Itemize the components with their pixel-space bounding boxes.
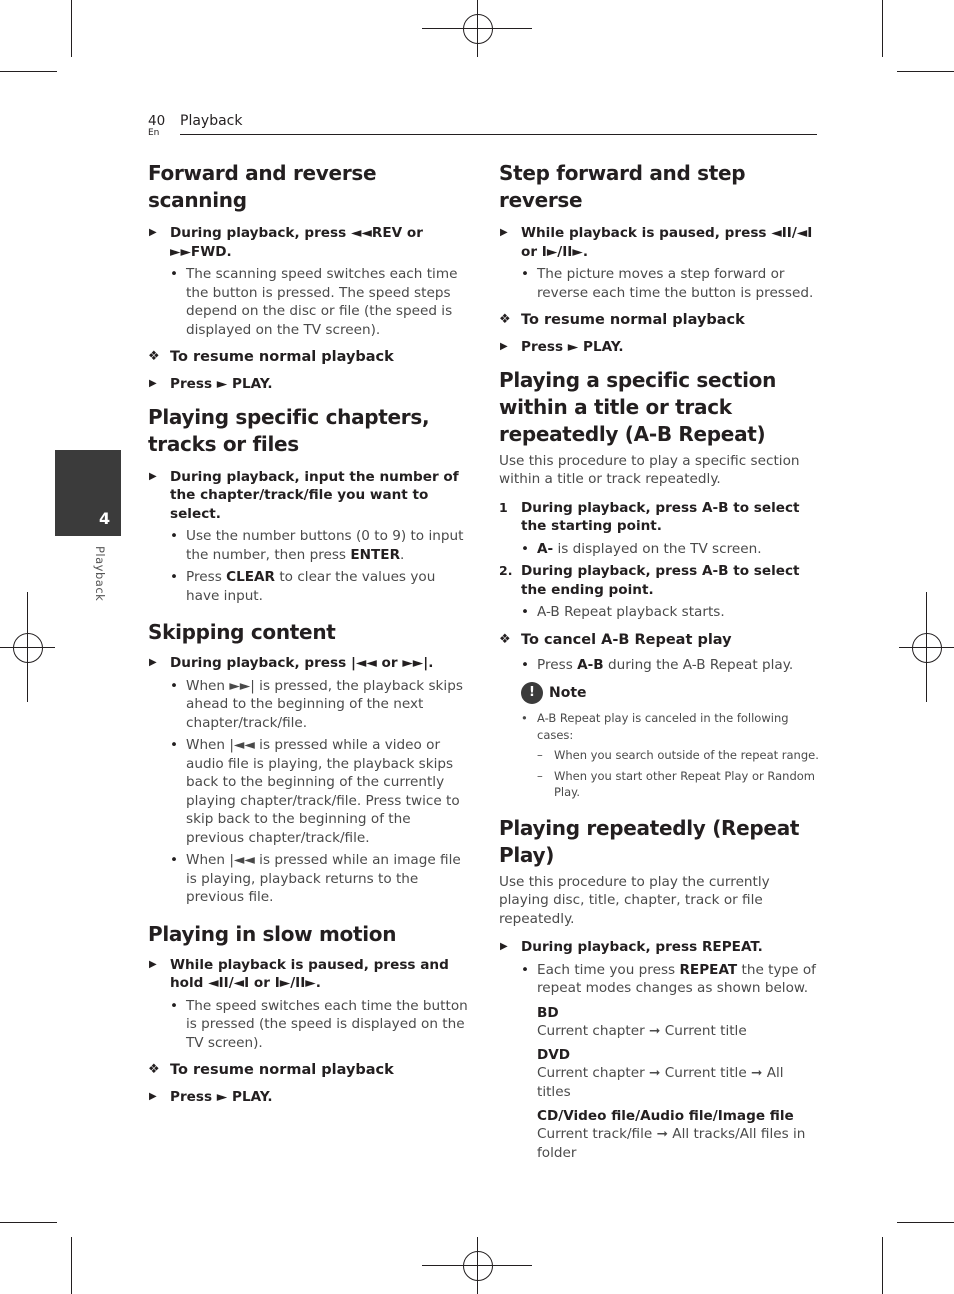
- step-text: During playback, press REPEAT.: [521, 939, 763, 955]
- heading-step-forward-reverse: Step forward and step reverse: [499, 161, 746, 212]
- bullet-icon: •: [521, 656, 530, 673]
- step-marker-icon: ▶: [500, 227, 508, 238]
- heading-playing-in-slow-motion: Playing in slow motion: [148, 921, 397, 946]
- step-item: [499, 938, 819, 957]
- bullet-text: When |◄◄ is pressed while a video or audio file is playing, the playback skips back to the beginning of the currently playing chapter/track/file. Press twice to skip back to the beginning of the previous chapter/track/file.: [186, 737, 460, 846]
- bullet-item: [499, 961, 819, 998]
- resume-marker-icon: ❖: [499, 631, 511, 647]
- step-marker-icon: ▶: [149, 378, 157, 389]
- numbered-step: [499, 562, 819, 599]
- note-text: A-B Repeat play is canceled in the following cases:: [537, 711, 789, 742]
- bullet-icon: •: [521, 961, 530, 978]
- step-marker-icon: ▶: [500, 941, 508, 952]
- repeat-mode-name: CD/Video file/Audio file/Image file: [537, 1108, 794, 1124]
- bullet-icon: •: [521, 604, 530, 620]
- bullet-icon: •: [170, 852, 179, 868]
- registration-circle: [463, 14, 493, 44]
- key-label: REPEAT: [679, 961, 738, 978]
- chapter-tab-label: Playback: [93, 546, 107, 602]
- crop-mark: [897, 1222, 954, 1223]
- dash-icon: –: [537, 768, 543, 783]
- step-item: [499, 338, 819, 357]
- step-text: During playback, press ◄◄REV or ►►FWD.: [170, 225, 423, 260]
- note-title-text: Note: [549, 685, 587, 701]
- bullet-text: during the A-B Repeat play.: [603, 656, 794, 673]
- right-column: [499, 160, 819, 1162]
- step-item: [148, 375, 468, 394]
- resume-text: To resume normal playback: [170, 349, 394, 365]
- key-label: A-: [537, 540, 554, 557]
- step-text: During playback, press A-B to select the ending point.: [521, 563, 800, 598]
- resume-subheading: [148, 347, 468, 367]
- numbered-step: [499, 499, 819, 536]
- cancel-text: To cancel A-B Repeat play: [521, 631, 732, 648]
- bullet-text: Each time you press: [537, 961, 680, 978]
- bullet-item: [499, 540, 819, 559]
- step-marker-icon: ▶: [149, 958, 157, 970]
- step-text: During playback, press |◄◄ or ►►|.: [170, 655, 434, 671]
- bullet-item: [148, 568, 468, 605]
- repeat-mode-name: BD: [537, 1004, 559, 1021]
- key-label: A-B: [577, 656, 604, 673]
- crop-mark: [71, 1237, 72, 1294]
- bullet-text: When |◄◄ is pressed while an image file is playing, playback returns to the previous file.: [186, 852, 461, 905]
- resume-text: To resume normal playback: [521, 312, 745, 328]
- step-text: While playback is paused, press ◄II/◄I or I►/II►.: [521, 225, 813, 260]
- registration-circle: [13, 633, 43, 663]
- intro-text: Use this procedure to play the currently playing disc, title, chapter, track or file repeatedly.: [499, 873, 770, 927]
- note-bullet: [499, 710, 819, 743]
- resume-marker-icon: ❖: [148, 1062, 160, 1077]
- step-marker-icon: ▶: [149, 227, 157, 238]
- key-label: ENTER: [350, 546, 401, 563]
- note-text: When you search outside of the repeat range.: [554, 748, 819, 762]
- bullet-item: [148, 736, 468, 847]
- bullet-text: the type of repeat modes changes as shown below.: [537, 961, 816, 996]
- step-marker-icon: ▶: [500, 341, 508, 352]
- crop-mark: [71, 0, 72, 57]
- step-number: 1: [499, 499, 508, 515]
- bullet-icon: •: [170, 528, 179, 544]
- bullet-text: to clear the values you have input.: [186, 569, 436, 604]
- heading-skipping-content: Skipping content: [148, 620, 336, 644]
- heading-forward-reverse-scanning: Forward and reverse scanning: [148, 161, 377, 212]
- bullet-icon: •: [521, 266, 530, 282]
- bullet-text: .: [400, 546, 405, 563]
- crop-mark: [882, 1237, 883, 1294]
- step-marker-icon: ▶: [149, 470, 157, 482]
- bullet-item: [148, 851, 468, 907]
- repeat-mode-sequence: Current track/file ➞ All tracks/All files in folder: [537, 1126, 806, 1161]
- crop-mark: [882, 0, 883, 57]
- heading-playing-specific-chapters: Playing specific chapters, tracks or files: [148, 404, 430, 456]
- note-dash-item: [499, 768, 819, 801]
- bullet-item: [148, 677, 468, 733]
- language-code: En: [148, 128, 160, 138]
- repeat-mode-name: DVD: [537, 1047, 571, 1063]
- bullet-icon: •: [170, 997, 179, 1014]
- page-number: 40: [148, 113, 166, 129]
- step-item: [148, 654, 468, 673]
- bullet-text: is displayed on the TV screen.: [553, 540, 762, 557]
- step-number: 2.: [499, 563, 513, 578]
- bullet-item: [499, 656, 819, 675]
- step-item: [148, 224, 468, 261]
- intro-text: Use this procedure to play a specific section within a title or track repeatedly.: [499, 452, 800, 487]
- bullet-item: [499, 603, 819, 622]
- key-label: CLEAR: [226, 569, 276, 585]
- step-text: Press ► PLAY.: [170, 376, 273, 392]
- step-marker-icon: ▶: [149, 1091, 157, 1102]
- bullet-text: The scanning speed switches each time the button is pressed. The speed steps depend on the disc or file (the speed is displayed on the TV screen).: [186, 266, 458, 338]
- repeat-mode-sequence: Current chapter ➞ Current title ➞ All titles: [537, 1065, 784, 1100]
- bullet-item: [148, 997, 468, 1053]
- chapter-tab-number: 4: [99, 509, 111, 528]
- section-header: Playback: [180, 113, 243, 129]
- step-item: [148, 1088, 468, 1107]
- exclamation-icon: !: [521, 682, 543, 704]
- step-item: [148, 468, 468, 524]
- left-column: [148, 160, 468, 1107]
- bullet-text: A-B Repeat playback starts.: [537, 604, 725, 620]
- cancel-subheading: [499, 630, 819, 650]
- note-text: When you start other Repeat Play or Random Play.: [554, 768, 816, 799]
- bullet-item: [148, 527, 468, 564]
- bullet-icon: •: [521, 540, 530, 557]
- heading-repeat-play: Playing repeatedly (Repeat Play): [499, 815, 800, 867]
- step-text: During playback, press A-B to select the starting point.: [521, 499, 800, 534]
- crop-mark: [0, 71, 57, 72]
- step-text: During playback, input the number of the chapter/track/file you want to select.: [170, 468, 459, 522]
- bullet-item: [148, 265, 468, 339]
- resume-marker-icon: ❖: [148, 349, 160, 364]
- step-marker-icon: ▶: [149, 657, 157, 668]
- bullet-icon: •: [170, 569, 179, 585]
- bullet-icon: •: [170, 677, 179, 694]
- resume-marker-icon: ❖: [499, 312, 511, 327]
- bullet-text: Press: [186, 569, 227, 585]
- note-heading: [499, 682, 819, 704]
- dash-icon: –: [537, 748, 543, 762]
- repeat-mode-sequence: Current chapter ➞ Current title: [537, 1022, 747, 1039]
- registration-circle: [463, 1251, 493, 1281]
- step-item: [499, 224, 819, 261]
- resume-subheading: [148, 1060, 468, 1080]
- bullet-text: When ►►| is pressed, the playback skips ahead to the beginning of the next chapter/track/file.: [186, 677, 463, 731]
- crop-mark: [897, 71, 954, 72]
- bullet-item: [499, 265, 819, 302]
- header-rule: [180, 134, 817, 135]
- registration-circle: [912, 633, 942, 663]
- step-text: Press ► PLAY.: [170, 1089, 273, 1105]
- crop-mark: [0, 1222, 57, 1223]
- step-item: [148, 956, 468, 993]
- bullet-icon: •: [521, 711, 528, 725]
- resume-text: To resume normal playback: [170, 1062, 394, 1078]
- heading-ab-repeat: Playing a specific section within a title or track repeatedly (A-B Repeat): [499, 367, 777, 446]
- step-text: While playback is paused, press and hold ◄II/◄I or I►/II►.: [170, 956, 449, 991]
- step-text: Press ► PLAY.: [521, 339, 624, 355]
- bullet-text: Press: [537, 656, 578, 673]
- bullet-text: The speed switches each time the button is pressed (the speed is displayed on the TV screen).: [186, 997, 468, 1051]
- bullet-icon: •: [170, 737, 179, 753]
- chapter-tab: [55, 450, 121, 536]
- bullet-text: Use the number buttons (0 to 9) to input the number, then press: [186, 528, 464, 563]
- bullet-text: The picture moves a step forward or reverse each time the button is pressed.: [537, 266, 814, 301]
- bullet-icon: •: [170, 266, 179, 282]
- resume-subheading: [499, 310, 819, 330]
- note-dash-item: [499, 747, 819, 764]
